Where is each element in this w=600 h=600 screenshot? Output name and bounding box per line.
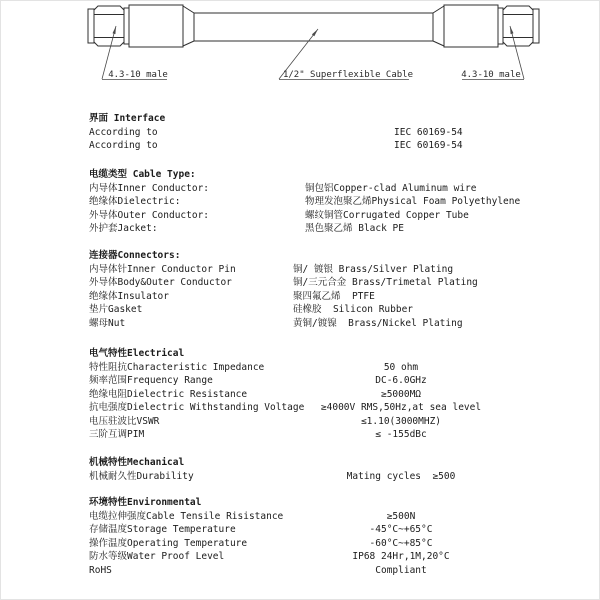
- spec-row: [1, 303, 600, 317]
- left-connector-taper: [183, 6, 194, 46]
- spec-value: IEC 60169-54: [394, 126, 463, 138]
- spec-row: [1, 209, 600, 223]
- spec-value: -60°C~+85°C: [369, 537, 433, 549]
- section-cable-type: [1, 168, 600, 236]
- spec-value: DC-6.0GHz: [375, 375, 427, 386]
- section-title: 机械特性Mechanical: [89, 457, 185, 468]
- spec-value: 50 ohm: [383, 361, 419, 373]
- left-connector-end-cap: [88, 9, 94, 43]
- spec-label: 操作温度Operating Temperature: [89, 537, 248, 549]
- spec-value: 黑色聚乙烯 Black PE: [305, 223, 404, 234]
- section-title: 电气特性Electrical: [89, 348, 185, 359]
- spec-label: 特性阻抗Characteristic Impedance: [89, 361, 265, 373]
- spec-value: ≤1.10(3000MHZ): [360, 415, 442, 427]
- right-connector-taper: [433, 6, 444, 46]
- right-connector-ring: [498, 8, 503, 44]
- spec-label: 绝缘体Insulator: [89, 290, 169, 302]
- spec-label: According to: [89, 140, 158, 151]
- spec-row: [1, 550, 600, 564]
- spec-label: 垫片Gasket: [89, 304, 143, 315]
- spec-label: 绝缘电阻Dielectric Resistance: [89, 388, 248, 400]
- section-mechanical: [1, 456, 600, 483]
- spec-label: 存储温度Storage Temperature: [89, 524, 236, 535]
- spec-value: ≥500N: [386, 510, 416, 522]
- spec-row: [1, 195, 600, 209]
- spec-row: [1, 126, 600, 140]
- cable-label: 1/2" Superflexible Cable: [282, 70, 414, 80]
- right-connector-hex-nut: [503, 6, 533, 46]
- spec-row: [1, 428, 600, 442]
- spec-label: 内导体针Inner Conductor Pin: [89, 263, 236, 275]
- spec-value: ≤ -155dBc: [375, 429, 427, 440]
- spec-label: 三阶互调PIM: [89, 429, 145, 440]
- right-hex-facet-lines: [503, 15, 533, 38]
- spec-label: 外护套Jacket:: [89, 223, 158, 234]
- spec-row: [1, 290, 600, 304]
- left-connector: [88, 5, 194, 47]
- right-connector-end-cap: [533, 9, 539, 43]
- spec-row: [1, 222, 600, 236]
- spec-value: 硅橡胶 Silicon Rubber: [293, 304, 414, 315]
- spec-row: [1, 401, 600, 415]
- left-connector-label: 4.3-10 male: [108, 70, 168, 80]
- section-title: 连接器Connectors:: [89, 250, 181, 261]
- spec-label: 频率范围Frequency Range: [89, 375, 213, 386]
- spec-value: 聚四氟乙烯 PTFE: [293, 290, 375, 302]
- spec-value: Compliant: [375, 564, 427, 576]
- spec-row: [1, 388, 600, 402]
- spec-value: ≥5000MΩ: [380, 388, 422, 400]
- spec-value: IEC 60169-54: [394, 140, 463, 151]
- cable-body: [194, 13, 433, 41]
- spec-label: 抗电强度Dielectric Withstanding Voltage: [89, 402, 305, 413]
- spec-row: [1, 263, 600, 277]
- spec-row: [1, 361, 600, 375]
- spec-value: 铜/三元合金 Brass/Trimetal Plating: [293, 277, 478, 288]
- spec-label: 电压驻波比VSWR: [89, 415, 160, 427]
- left-leader-arrow-icon: [113, 26, 117, 34]
- section-title: 环境特性Environmental: [89, 497, 202, 508]
- spec-row: [1, 374, 600, 388]
- spec-row: [1, 276, 600, 290]
- spec-value: Mating cycles ≥500: [346, 470, 456, 482]
- spec-value: 黄铜/镀镍 Brass/Nickel Plating: [293, 317, 463, 329]
- section-interface: [1, 112, 600, 153]
- spec-label: 外导体Outer Conductor:: [89, 209, 210, 221]
- spec-label: 螺母Nut: [89, 317, 126, 329]
- spec-value: -45°C~+65°C: [369, 524, 433, 535]
- right-connector-body: [444, 5, 498, 47]
- spec-label: 防水等级Water Proof Level: [89, 551, 225, 562]
- spec-row: [1, 470, 600, 484]
- section-electrical: [1, 347, 600, 442]
- spec-row: [1, 537, 600, 551]
- left-connector-hex-nut: [94, 6, 124, 46]
- spec-value: 物理发泡聚乙烯Physical Foam Polyethylene: [305, 196, 521, 207]
- right-leader-arrow-icon: [510, 26, 514, 34]
- spec-value: 铜包铝Copper-clad Aluminum wire: [305, 182, 477, 194]
- spec-label: 外导体Body&Outer Conductor: [89, 277, 232, 288]
- spec-value: 螺纹铜管Corrugated Copper Tube: [305, 209, 469, 221]
- spec-label: 内导体Inner Conductor:: [89, 182, 210, 194]
- section-title: 电缆类型 Cable Type:: [89, 169, 196, 180]
- spec-row: [1, 564, 600, 578]
- spec-value: ≥4000V RMS,50Hz,at sea level: [320, 402, 482, 413]
- section-title: 界面 Interface: [89, 113, 166, 124]
- spec-row: [1, 523, 600, 537]
- spec-label: 电缆拉伸强度Cable Tensile Risistance: [89, 510, 284, 522]
- left-connector-ring: [124, 8, 129, 44]
- left-hex-facet-lines: [94, 15, 124, 38]
- spec-label: RoHS: [89, 564, 112, 576]
- right-connector: [433, 5, 539, 47]
- spec-label: 机械耐久性Durability: [89, 470, 194, 482]
- left-connector-body: [129, 5, 183, 47]
- spec-row: [1, 182, 600, 196]
- section-environmental: [1, 496, 600, 577]
- spec-row: [1, 139, 600, 153]
- spec-label: According to: [89, 126, 158, 138]
- cable-assembly-drawing: [1, 1, 600, 101]
- spec-row: [1, 510, 600, 524]
- spec-value: 铜/ 镀银 Brass/Silver Plating: [293, 263, 454, 275]
- spec-label: 绝缘体Dielectric:: [89, 196, 181, 207]
- spec-row: [1, 317, 600, 331]
- section-connectors: [1, 249, 600, 330]
- spec-value: IP68 24Hr,1M,20°C: [352, 551, 450, 562]
- spec-row: [1, 415, 600, 429]
- right-connector-label: 4.3-10 male: [461, 70, 521, 80]
